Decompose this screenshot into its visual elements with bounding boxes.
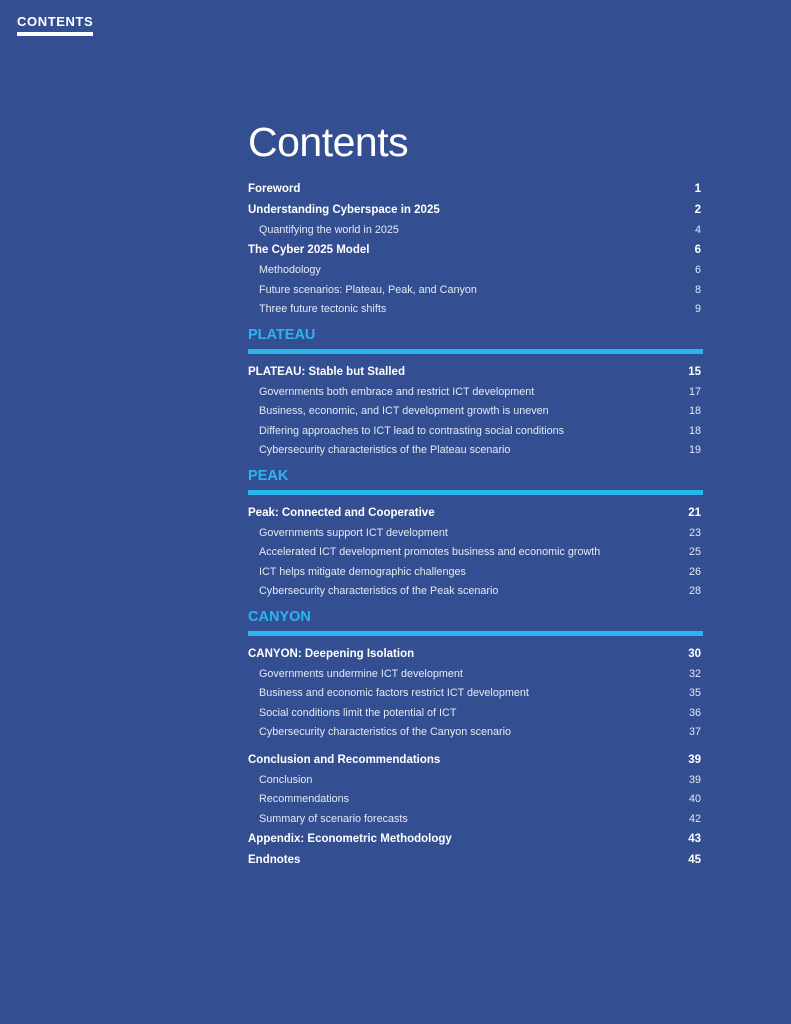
toc-page-number: 32 <box>688 667 701 680</box>
toc-entry-label: PLATEAU: Stable but Stalled <box>248 365 405 378</box>
toc-entry-label: Recommendations <box>259 793 350 806</box>
toc-page-number: 35 <box>688 687 701 700</box>
toc-entry-label: Cybersecurity characteristics of the Peak scenario <box>259 585 499 598</box>
toc-page-number: 28 <box>688 585 701 598</box>
toc-entry-label: CANYON: Deepening Isolation <box>248 647 415 660</box>
toc-entry[interactable] <box>248 361 703 382</box>
toc-page-number: 6 <box>694 264 701 277</box>
toc-page-number: 40 <box>688 793 701 806</box>
toc-page-number: 37 <box>688 726 701 739</box>
page-section-tag: CONTENTS <box>17 14 93 36</box>
toc-entry-label: Summary of scenario forecasts <box>259 812 408 825</box>
section-divider-peak <box>248 490 703 495</box>
toc-subentry[interactable] <box>248 664 703 684</box>
toc-entry[interactable] <box>248 643 703 664</box>
toc-plateau-group <box>248 361 703 460</box>
toc-subentry[interactable] <box>248 809 703 829</box>
toc-subentry[interactable] <box>248 441 703 461</box>
toc-entry[interactable] <box>248 199 703 220</box>
toc-subentry[interactable] <box>248 402 703 422</box>
toc-entry-label: The Cyber 2025 Model <box>248 244 370 256</box>
toc-page-number: 30 <box>688 647 701 660</box>
toc-page-number: 42 <box>688 812 701 825</box>
toc-entry-label: Governments support ICT development <box>259 526 448 539</box>
toc-entry-label: Appendix: Econometric Methodology <box>248 833 452 845</box>
toc-subentry[interactable] <box>248 723 703 743</box>
toc-subentry[interactable] <box>248 684 703 704</box>
toc-page-number: 18 <box>688 424 701 437</box>
toc-page-number: 1 <box>694 182 701 195</box>
toc-page-number: 23 <box>688 526 701 539</box>
toc-page-number: 19 <box>688 444 701 457</box>
toc-entry[interactable] <box>248 829 703 850</box>
toc-page-number: 4 <box>694 223 701 236</box>
toc-subentry[interactable] <box>248 790 703 810</box>
toc-entry-label: Foreword <box>248 182 301 195</box>
table-of-contents <box>248 118 703 871</box>
toc-page-number: 25 <box>688 546 701 559</box>
toc-entry[interactable] <box>248 240 703 261</box>
toc-entry-label: Governments both embrace and restrict ICT development <box>259 385 535 398</box>
toc-page-number: 8 <box>694 283 701 296</box>
toc-entry-label: Peak: Connected and Cooperative <box>248 506 435 519</box>
toc-page-number: 6 <box>694 244 701 256</box>
toc-page-number: 18 <box>688 405 701 418</box>
toc-entry-label: Understanding Cyberspace in 2025 <box>248 203 440 216</box>
toc-entry[interactable] <box>248 850 703 871</box>
toc-subentry[interactable] <box>248 300 703 320</box>
toc-entry-label: Social conditions limit the potential of ICT <box>259 706 457 719</box>
toc-entry[interactable] <box>248 749 703 770</box>
toc-entry-label: Differing approaches to ICT lead to contrasting social conditions <box>259 424 565 437</box>
toc-canyon-group <box>248 643 703 742</box>
toc-subentry[interactable] <box>248 220 703 240</box>
toc-entry-label: Conclusion and Recommendations <box>248 753 441 766</box>
toc-entry-label: Cybersecurity characteristics of the Canyon scenario <box>259 726 512 739</box>
page-title: Contents <box>248 119 409 165</box>
section-heading-canyon: CANYON <box>248 609 311 625</box>
toc-page-number: 26 <box>688 565 701 578</box>
toc-subentry[interactable] <box>248 543 703 563</box>
toc-entry-label: Endnotes <box>248 854 301 866</box>
section-divider-canyon <box>248 631 703 636</box>
toc-subentry[interactable] <box>248 261 703 281</box>
toc-page-number: 43 <box>688 833 701 845</box>
toc-subentry[interactable] <box>248 582 703 602</box>
section-divider-plateau <box>248 349 703 354</box>
toc-subentry[interactable] <box>248 382 703 402</box>
toc-subentry[interactable] <box>248 523 703 543</box>
toc-subentry[interactable] <box>248 562 703 582</box>
toc-entry-label: Governments undermine ICT development <box>259 667 463 680</box>
toc-entry-label: ICT helps mitigate demographic challenges <box>259 565 466 578</box>
toc-page-number: 21 <box>688 506 701 519</box>
toc-subentry[interactable] <box>248 703 703 723</box>
toc-entry-label: Accelerated ICT development promotes business and economic growth <box>259 546 601 559</box>
toc-entry-label: Future scenarios: Plateau, Peak, and Canyon <box>259 283 477 296</box>
section-heading-peak: PEAK <box>248 468 289 484</box>
toc-entry-label: Business, economic, and ICT development growth is uneven <box>259 405 549 418</box>
toc-intro-group <box>248 178 703 319</box>
toc-page-number: 2 <box>694 203 701 216</box>
toc-page-number: 36 <box>688 706 701 719</box>
toc-page-number: 39 <box>688 773 701 786</box>
toc-closing-group <box>248 749 703 871</box>
toc-peak-group <box>248 502 703 601</box>
toc-entry-label: Business and economic factors restrict ICT development <box>259 687 529 700</box>
toc-subentry[interactable] <box>248 280 703 300</box>
section-heading-plateau: PLATEAU <box>248 327 316 343</box>
spacer <box>248 742 703 749</box>
toc-page-number: 45 <box>688 854 701 866</box>
toc-entry[interactable] <box>248 178 703 199</box>
toc-page-number: 15 <box>688 365 701 378</box>
toc-page-number: 39 <box>688 753 701 766</box>
toc-page-number: 17 <box>688 385 701 398</box>
toc-entry-label: Methodology <box>259 264 321 277</box>
toc-subentry[interactable] <box>248 421 703 441</box>
toc-entry-label: Three future tectonic shifts <box>259 303 387 316</box>
toc-entry[interactable] <box>248 502 703 523</box>
toc-page-number: 9 <box>694 303 701 316</box>
toc-entry-label: Quantifying the world in 2025 <box>259 223 399 236</box>
toc-entry-label: Conclusion <box>259 773 313 786</box>
toc-entry-label: Cybersecurity characteristics of the Plateau scenario <box>259 444 511 457</box>
toc-subentry[interactable] <box>248 770 703 790</box>
